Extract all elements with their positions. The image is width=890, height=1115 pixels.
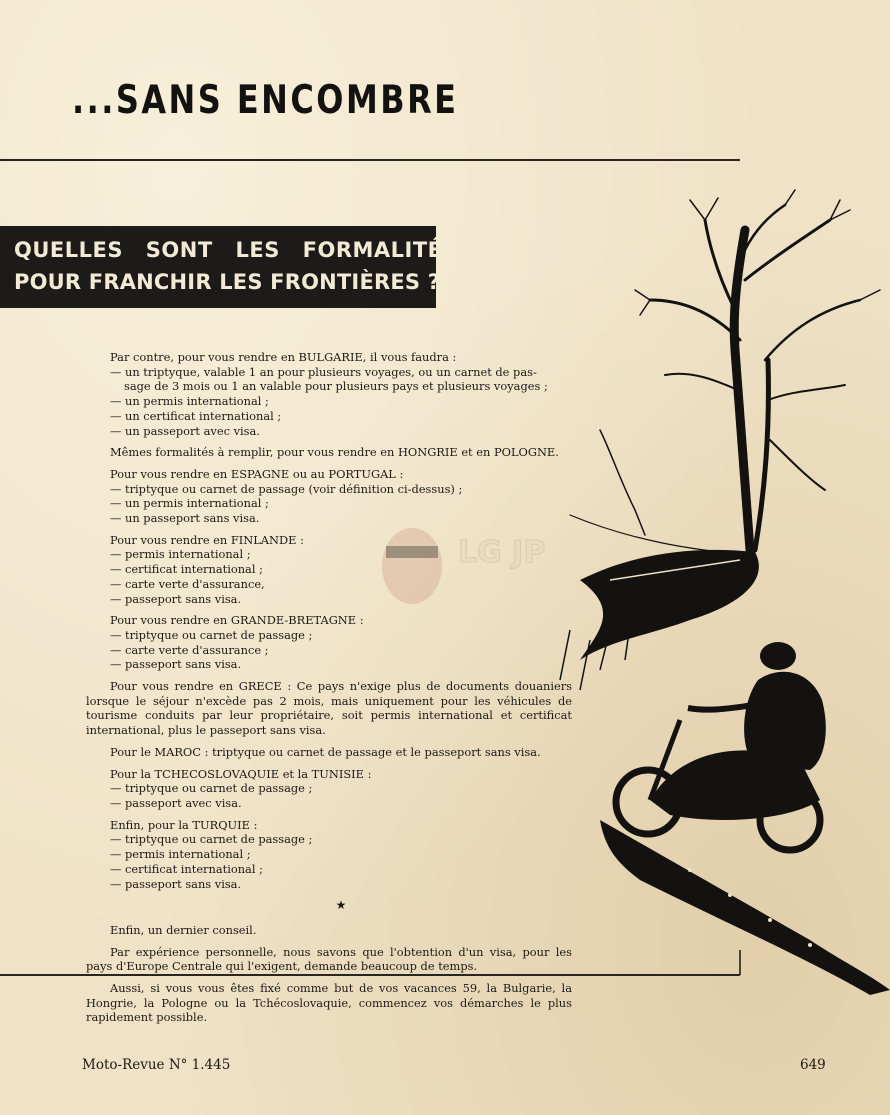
bulgarie-intro: Par contre, pour vous rendre en BULGARIE, il vous faudra : (110, 350, 457, 364)
espagne-section (110, 467, 572, 526)
turquie-item-1: — triptyque ou carnet de passage ; (110, 832, 313, 847)
experience-paragraph: Par expérience personnelle, nous savons que l'obtention d'un visa, pour les pays d'Europe Centrale qui l'exigent, demande beaucoup de temps. (86, 944, 572, 974)
turquie-item-4: — passeport sans visa. (110, 876, 242, 891)
tchecoslovaquie-section (110, 767, 572, 811)
tchecoslovaquie-intro: Pour la TCHECOSLOVAQUIE et la TUNISIE : (110, 766, 372, 781)
maroc-paragraph: Pour le MAROC : triptyque ou carnet de passage et le passeport sans visa. (110, 744, 541, 759)
bulgarie-section (110, 350, 572, 438)
bulgarie-item-2: — un permis international ; (110, 394, 269, 409)
finlande-intro: Pour vous rendre en FINLANDE : (110, 532, 304, 547)
conseil-paragraph: Enfin, un dernier conseil. (110, 922, 257, 937)
page-number: 649 (800, 1057, 826, 1073)
stamp-text: LG JP (458, 535, 546, 570)
heading-line-2: POUR FRANCHIR LES FRONTIÈRES ? (14, 270, 441, 294)
finlande-item-4: — passeport sans visa. (110, 591, 242, 606)
espagne-item-2: — un permis international ; (110, 496, 269, 511)
heading-line-1: QUELLES SONT LES FORMALITÉS (14, 238, 459, 262)
gb-section (110, 613, 572, 672)
motorcyclist-illustration (540, 160, 890, 1010)
bulgarie-item-4: — un passeport avec visa. (110, 423, 260, 438)
page-title: ...SANS ENCOMBRE (72, 78, 459, 123)
hongrie-paragraph: Mêmes formalités à remplir, pour vous rendre en HONGRIE et en POLOGNE. (110, 445, 559, 460)
turquie-intro: Enfin, pour la TURQUIE : (110, 817, 258, 832)
finlande-section (110, 533, 572, 607)
bulgarie-item-1: — un triptyque, valable 1 an pour plusieurs voyages, ou un carnet de pas- (110, 364, 537, 379)
article-body (86, 350, 572, 1032)
grece-paragraph: Pour vous rendre en GRECE : Ce pays n'exige plus de documents douaniers lorsque le séjour n'excède pas 2 mois, mais uniquement pour les véhicules de tourisme conduits par leur propriétaire, soit permis international et certificat international, plus le passeport sans visa. (86, 679, 572, 738)
footer-publication: Moto-Revue N° 1.445 (82, 1057, 231, 1073)
aussi-paragraph: Aussi, si vous vous êtes fixé comme but de vos vacances 59, la Bulgarie, la Hongrie, la Pologne ou la Tchécoslovaquie, commencez vos démarches le plus rapidement possible. (86, 981, 572, 1025)
star-separator: ★ (335, 898, 347, 913)
bulgarie-item-3: — un certificat international ; (110, 408, 282, 423)
espagne-intro: Pour vous rendre en ESPAGNE ou au PORTUGAL : (110, 466, 404, 481)
turquie-section (110, 818, 572, 892)
tchecoslovaquie-item-1: — triptyque ou carnet de passage ; (110, 781, 313, 796)
espagne-item-3: — un passeport sans visa. (110, 511, 260, 526)
section-heading (0, 226, 459, 308)
turquie-item-3: — certificat international ; (110, 861, 263, 876)
espagne-item-1: — triptyque ou carnet de passage (voir définition ci-dessus) ; (110, 481, 463, 496)
gb-intro: Pour vous rendre en GRANDE-BRETAGNE : (110, 613, 364, 628)
finlande-item-2: — certificat international ; (110, 562, 263, 577)
gb-item-1: — triptyque ou carnet de passage ; (110, 627, 313, 642)
finlande-item-3: — carte verte d'assurance, (110, 576, 265, 591)
finlande-item-1: — permis international ; (110, 547, 251, 562)
gb-item-2: — carte verte d'assurance ; (110, 642, 269, 657)
turquie-item-2: — permis international ; (110, 847, 251, 862)
bulgarie-item-1b: sage de 3 mois ou 1 an valable pour plusieurs pays et plusieurs voyages ; (124, 379, 548, 394)
tchecoslovaquie-item-2: — passeport avec visa. (110, 795, 242, 810)
gb-item-3: — passeport sans visa. (110, 657, 242, 672)
bottom-divider (0, 974, 740, 976)
